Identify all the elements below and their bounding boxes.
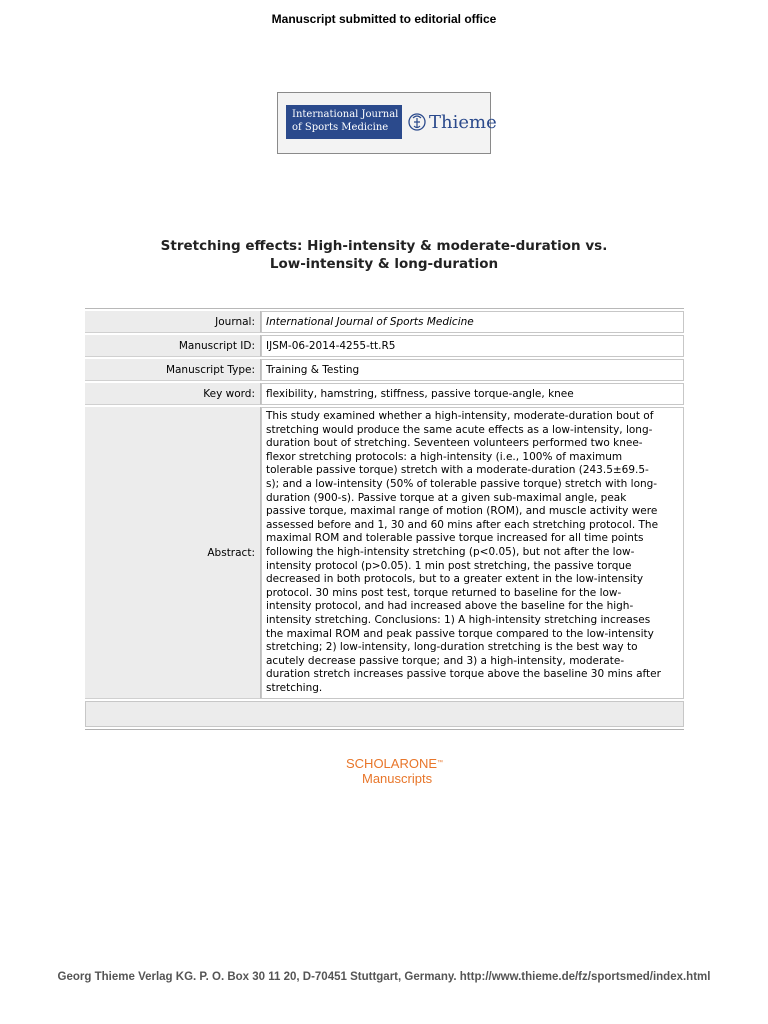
abstract-label: Abstract:	[85, 407, 261, 699]
field-value: flexibility, hamstring, stiffness, passive torque-angle, knee	[261, 383, 684, 405]
abstract-line: duration bout of stretching. Seventeen volunteers performed two knee-	[266, 437, 643, 450]
abstract-line: This study examined whether a high-intensity, moderate-duration bout of	[266, 410, 654, 422]
abstract-line: duration stretch increases passive torque above the baseline 30 mins after	[266, 668, 661, 681]
manuscript-type-row	[85, 359, 684, 381]
title-line-1: Stretching effects: High-intensity & moderate-duration vs.	[160, 238, 608, 254]
abstract-line: following the high-intensity stretching (p<0.05), but not after the low-	[266, 545, 635, 558]
abstract-line: protocol. 30 mins post test, torque returned to baseline for the low-	[266, 586, 622, 599]
journal-logo-line2: of Sports Medicine	[292, 122, 389, 133]
title-line-2: Low-intensity & long-duration	[269, 256, 499, 272]
table-bottom-rule	[85, 729, 684, 730]
abstract-line: assessed before and 1, 30 and 60 mins after each stretching protocol. The	[266, 518, 659, 531]
field-label: Journal:	[85, 311, 261, 333]
journal-logo-line1: International Journal	[292, 109, 399, 120]
header-note: Manuscript submitted to editorial office	[271, 12, 497, 26]
field-label: Key word:	[85, 383, 261, 405]
abstract-line: flexor stretching protocols: a high-intensity (i.e., 100% of maximum	[266, 450, 623, 463]
abstract-line: intensity protocol, and had increased above the baseline for the high-	[266, 600, 634, 613]
thieme-logo	[408, 109, 497, 135]
abstract-row	[85, 407, 684, 699]
abstract-line: s); and a low-intensity (50% of tolerable passive torque) stretch with long-	[266, 477, 658, 490]
abstract-line: decreased in both protocols, but to a greater extent in the low-intensity	[266, 573, 644, 586]
field-value: International Journal of Sports Medicine	[261, 311, 684, 333]
field-label: Manuscript Type:	[85, 359, 261, 381]
journal-logo-banner	[286, 105, 402, 139]
abstract-line: duration (900-s). Passive torque at a given sub-maximal angle, peak	[266, 491, 627, 504]
scholarone-product: Manuscripts	[362, 771, 433, 786]
abstract-line: stretching; 2) low-intensity, long-duration stretching is the best way to	[266, 641, 638, 654]
field-value: IJSM-06-2014-4255-tt.R5	[261, 335, 684, 357]
keyword-row	[85, 383, 684, 405]
empty-row	[85, 701, 684, 727]
abstract-line: stretching.	[266, 681, 323, 694]
field-value: Training & Testing	[261, 359, 684, 381]
scholarone-brand: SCHOLARONE	[346, 756, 438, 771]
abstract-line: intensity stretching. Conclusions: 1) A high-intensity stretching increases	[266, 613, 651, 626]
abstract-line: acutely decrease passive torque; and 3) a high-intensity, moderate-	[266, 654, 625, 667]
field-label: Manuscript ID:	[85, 335, 261, 357]
abstract-line: the maximal ROM and peak passive torque compared to the low-intensity	[266, 627, 654, 640]
publisher-footer: Georg Thieme Verlag KG. P. O. Box 30 11 20, D-70451 Stuttgart, Germany. http://www.thieme.de/fz/sportsmed/index.html	[57, 971, 711, 983]
scholarone-logo	[346, 756, 443, 786]
abstract-line: stretching would produce the same acute effects as a low-intensity, long-	[266, 423, 653, 436]
abstract-line: tolerable passive torque) stretch with a moderate-duration (243.5±69.5-	[266, 464, 649, 477]
thieme-wordmark: Thieme	[429, 111, 497, 133]
journal-row	[85, 311, 684, 333]
manuscript-title	[0, 237, 768, 273]
empty-cell	[85, 701, 684, 727]
abstract-line: maximal ROM and tolerable passive torque increased for all time points	[266, 532, 644, 545]
abstract-text	[261, 407, 684, 699]
thieme-emblem-icon	[408, 111, 426, 133]
manuscript-id-row	[85, 335, 684, 357]
journal-logo	[277, 92, 497, 154]
abstract-line: intensity protocol (p>0.05). 1 min post stretching, the passive torque	[266, 559, 632, 572]
scholarone-trademark: ™	[437, 760, 444, 766]
manuscript-details-table	[85, 308, 684, 729]
abstract-line: passive torque, maximal range of motion (ROM), and muscle activity were	[266, 505, 658, 518]
